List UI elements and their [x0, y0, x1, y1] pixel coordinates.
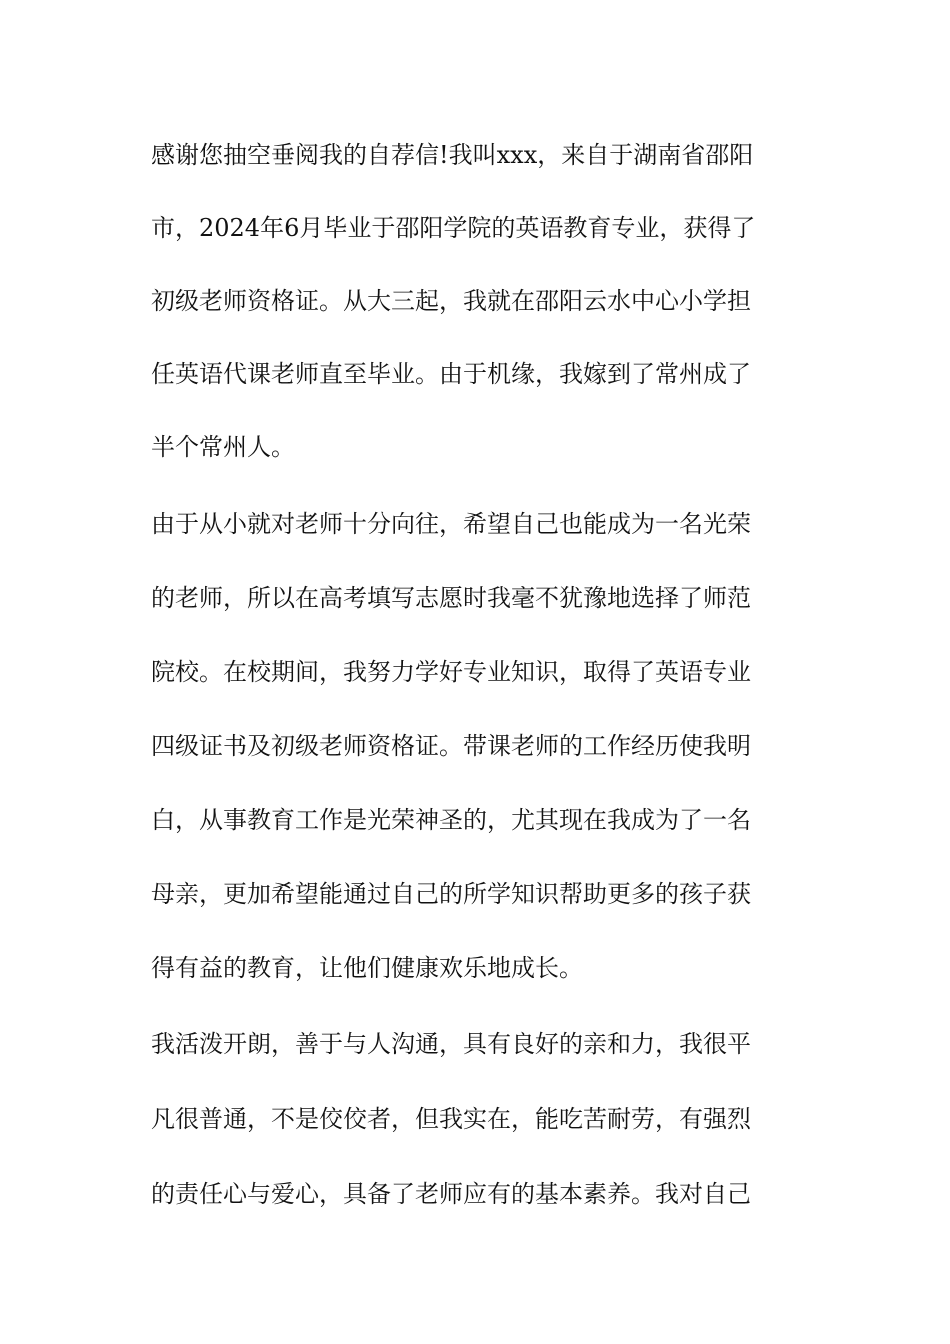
text-line: 院校。在校期间，我努力学好专业知识，取得了英语专业	[151, 658, 751, 686]
text-line: 母亲，更加希望能通过自己的所学知识帮助更多的孩子获	[151, 880, 751, 908]
text-line: 感谢您抽空垂阅我的自荐信!我叫xxx，来自于湖南省邵阳	[151, 141, 754, 169]
text-line: 白，从事教育工作是光荣神圣的，尤其现在我成为了一名	[151, 806, 751, 834]
text-line: 的老师，所以在高考填写志愿时我毫不犹豫地选择了师范	[151, 584, 751, 612]
text-line: 初级老师资格证。从大三起，我就在邵阳云水中心小学担	[151, 287, 751, 315]
text-line: 半个常州人。	[151, 433, 295, 461]
text-line: 任英语代课老师直至毕业。由于机缘，我嫁到了常州成了	[151, 360, 751, 388]
text-line: 得有益的教育，让他们健康欢乐地成长。	[151, 954, 583, 982]
text-line: 凡很普通，不是佼佼者，但我实在，能吃苦耐劳，有强烈	[151, 1105, 751, 1133]
text-line: 我活泼开朗，善于与人沟通，具有良好的亲和力，我很平	[151, 1030, 751, 1058]
text-line: 四级证书及初级老师资格证。带课老师的工作经历使我明	[151, 732, 751, 760]
text-line: 的责任心与爱心，具备了老师应有的基本素养。我对自己	[151, 1180, 751, 1208]
text-line: 由于从小就对老师十分向往，希望自己也能成为一名光荣	[151, 510, 751, 538]
text-line: 市，2024年6月毕业于邵阳学院的英语教育专业，获得了	[151, 214, 756, 242]
